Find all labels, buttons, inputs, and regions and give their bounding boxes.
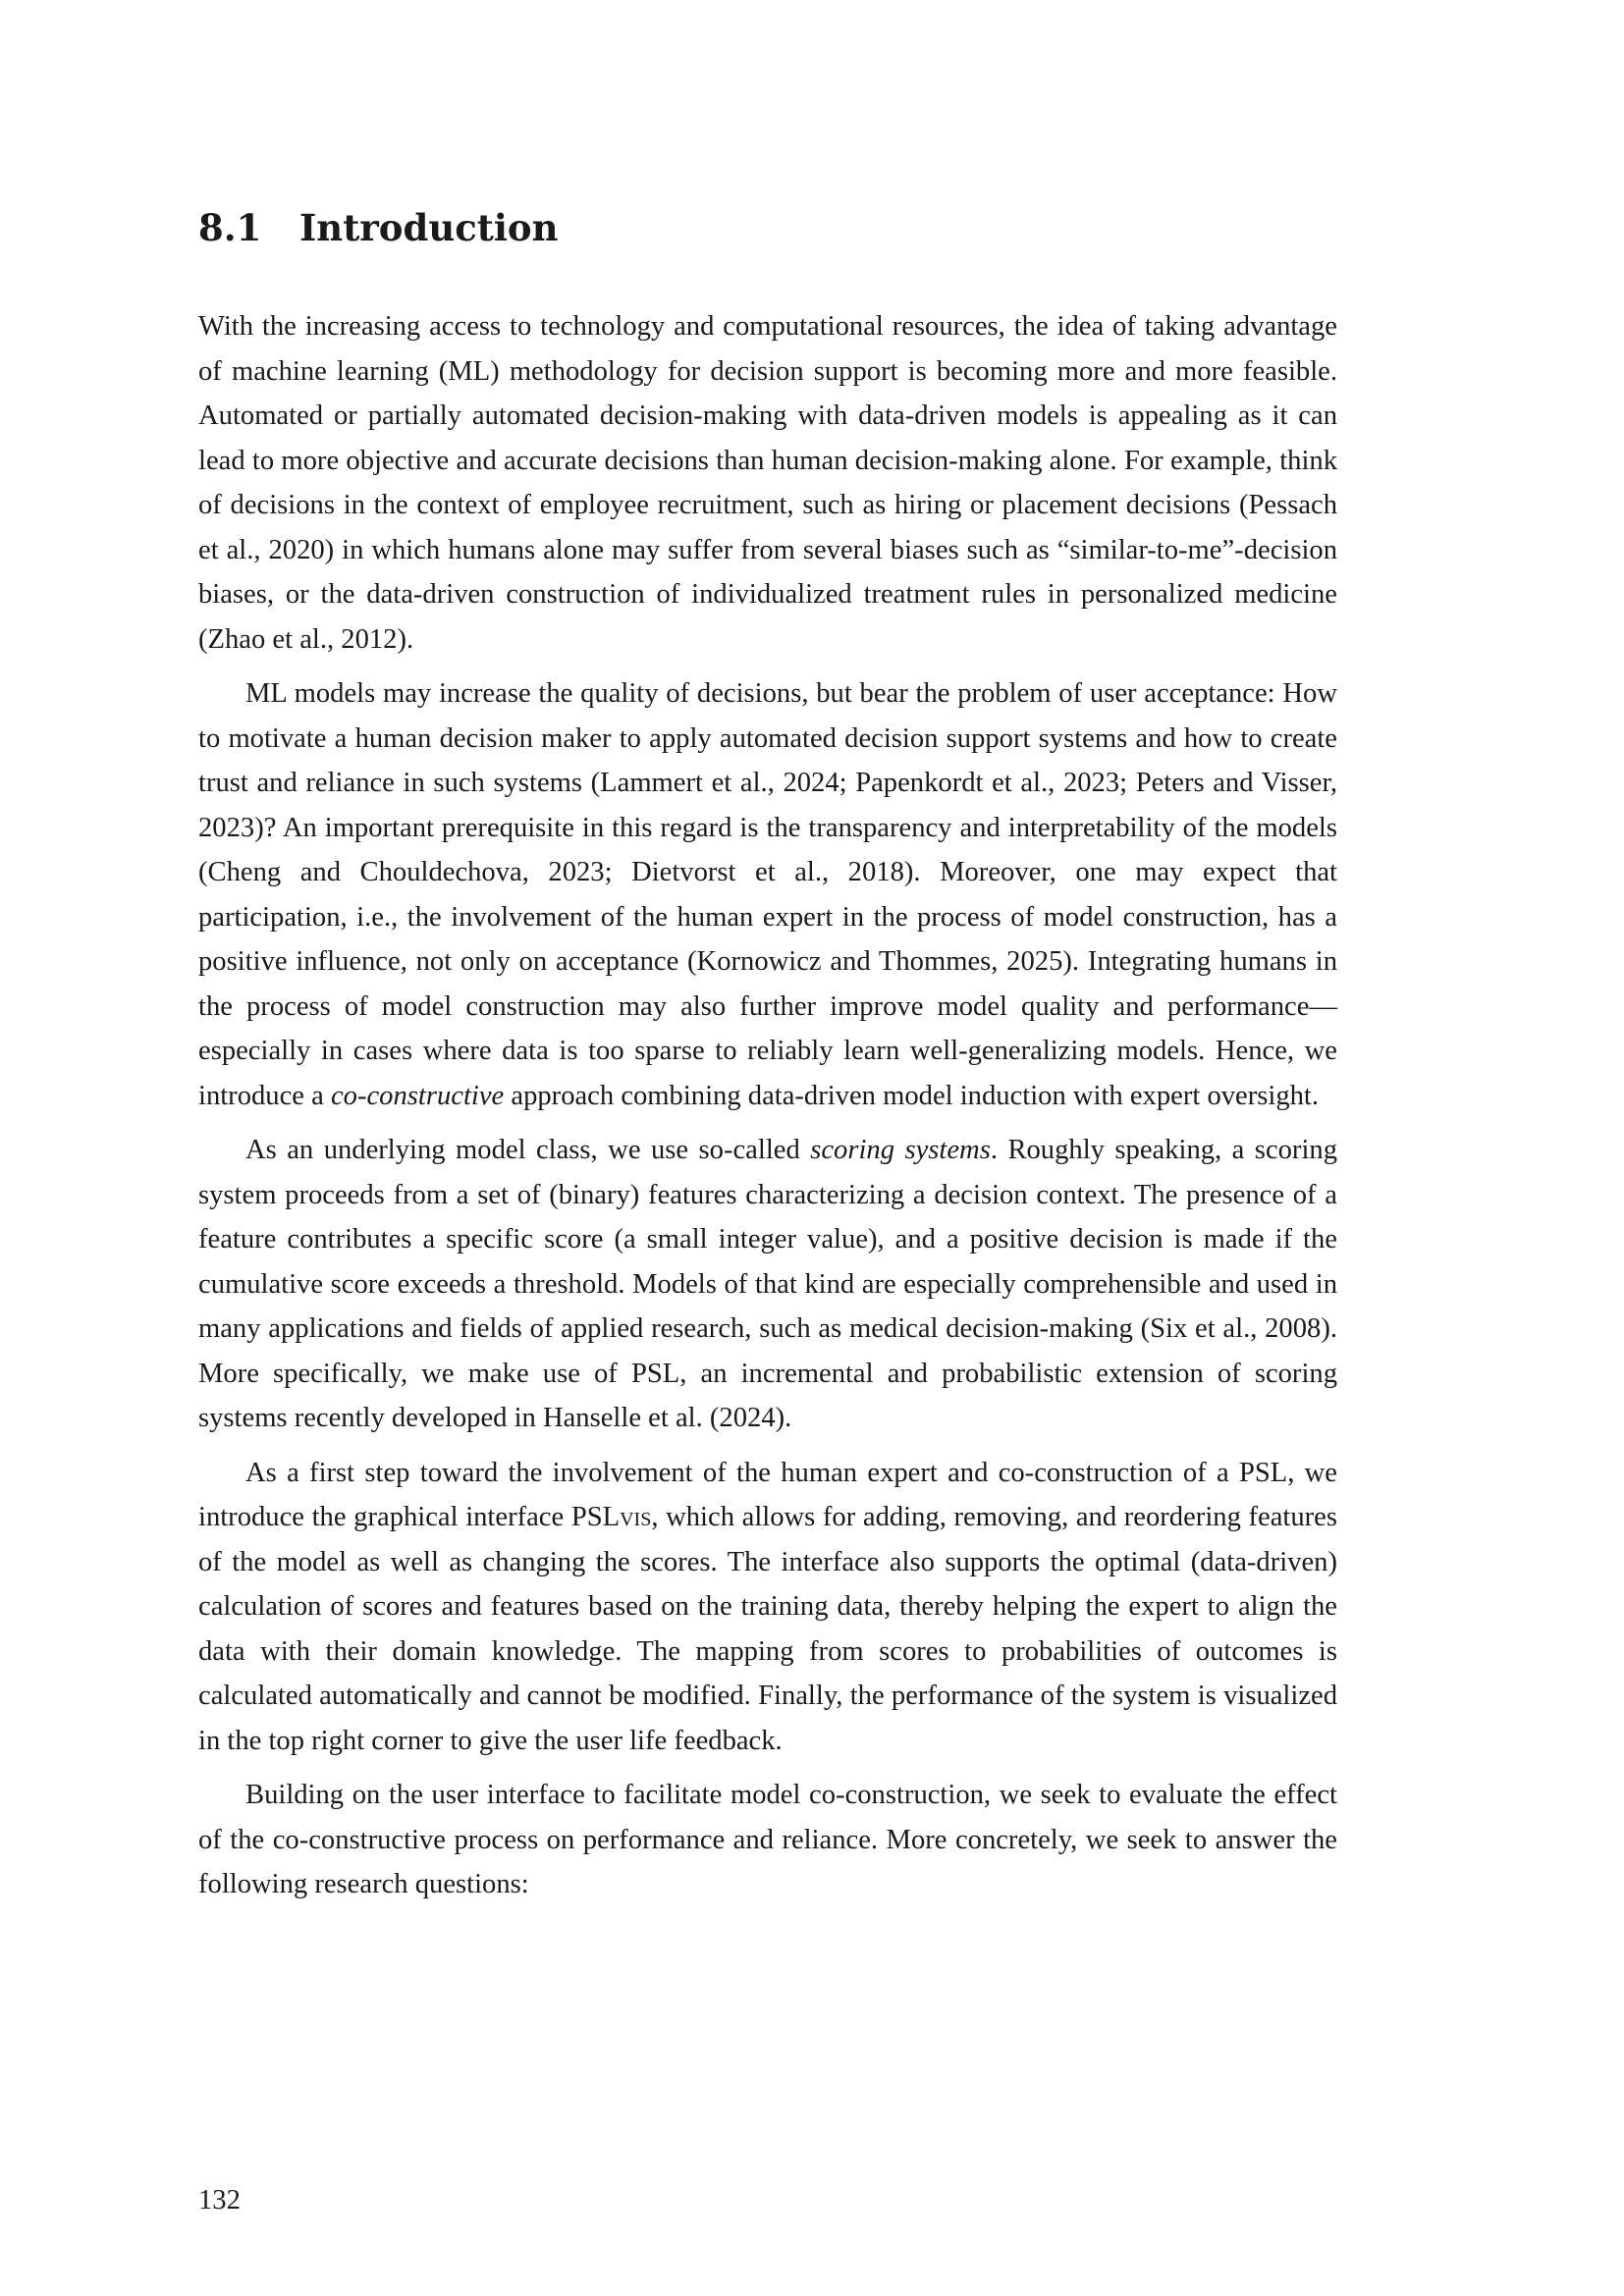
paragraph-2-emphasis: co-constructive bbox=[330, 1080, 505, 1111]
section-number: 8.1 bbox=[198, 206, 262, 249]
paragraph-4-text-b: , which allows for adding, removing, and reordering features of the model as well as changing the scores. The interface also supports the optimal (data-driven) calculation of scores and features based on the training data, thereby helping the expert to align the data with their domain knowledge. The mapping from scores to probabilities of outcomes is calculated automatically and cannot be modified. Finally, the performance of the system is visualized in the top right corner to give the user life feedback. bbox=[198, 1502, 1337, 1756]
paragraph-3-text-b: . Roughly speaking, a scoring system proceeds from a set of (binary) features characterizing a decision context. The presence of a feature contributes a specific score (a small integer value), and a positive decision is made if the cumulative score exceeds a threshold. Models of that kind are especially comprehensible and used in many applications and fields of applied research, such as medical decision-making (Six et al., 2008). More specifically, we make use of PSL, an incremental and probabilistic extension of scoring systems recently developed in Hanselle et al. (2024). bbox=[198, 1135, 1337, 1433]
paragraph-4-text-a: As a first step toward the involvement of the human expert and co-construction of a PSL, we introduce the graphical interface PSL bbox=[198, 1457, 1337, 1532]
paragraph-3 bbox=[198, 1128, 1337, 1441]
paragraph-1: With the increasing access to technology and computational resources, the idea of taking advantage of machine learning (ML) methodology for decision support is becoming more and more feasible. Automated or partially automated decision-making with data-driven models is appealing as it can lead to more objective and accurate decisions than human decision-making alone. For example, think of decisions in the context of employee recruitment, such as hiring or placement decisions (Pessach et al., 2020) in which humans alone may suffer from several biases such as “similar-to-me”-decision biases, or the data-driven construction of individualized treatment rules in personalized medicine (Zhao et al., 2012). bbox=[198, 311, 1337, 655]
page-number: 132 bbox=[198, 2185, 241, 2216]
paragraph-4-smallcaps: vis bbox=[620, 1502, 652, 1532]
paragraph-3-text-a: As an underlying model class, we use so-called bbox=[245, 1135, 811, 1165]
paragraph-2 bbox=[198, 671, 1337, 1118]
section-heading bbox=[198, 202, 1337, 253]
paragraph-4 bbox=[198, 1451, 1337, 1764]
paragraph-2-text-a: ML models may increase the quality of decisions, but bear the problem of user acceptance: How to motivate a human decision maker to apply automated decision support systems and how to create trust and reliance in such systems (Lammert et al., 2024; Papenkordt et al., 2023; Peters and Visser, 2023)? An important prerequisite in this regard is the transparency and interpretability of the models (Cheng and Chouldechova, 2023; Dietvorst et al., 2018). Moreover, one may expect that participation, i.e., the involvement of the human expert in the process of model construction, has a positive influence, not only on acceptance (Kornowicz and Thommes, 2025). Integrating humans in the process of model construction may also further improve model quality and performance—especially in cases where data is too sparse to reliably learn well-generalizing models. Hence, we introduce a bbox=[198, 678, 1337, 1111]
paragraph-3-emphasis: scoring systems bbox=[810, 1135, 991, 1165]
paragraph-5: Building on the user interface to facilitate model co-construction, we seek to evaluate the effect of the co-constructive process on performance and reliance. More concretely, we seek to answer the following research questions: bbox=[198, 1780, 1337, 1899]
paragraph-2-text-b: approach combining data-driven model induction with expert oversight. bbox=[504, 1080, 1320, 1111]
page-body bbox=[198, 202, 1337, 1917]
section-title: Introduction bbox=[299, 206, 559, 249]
